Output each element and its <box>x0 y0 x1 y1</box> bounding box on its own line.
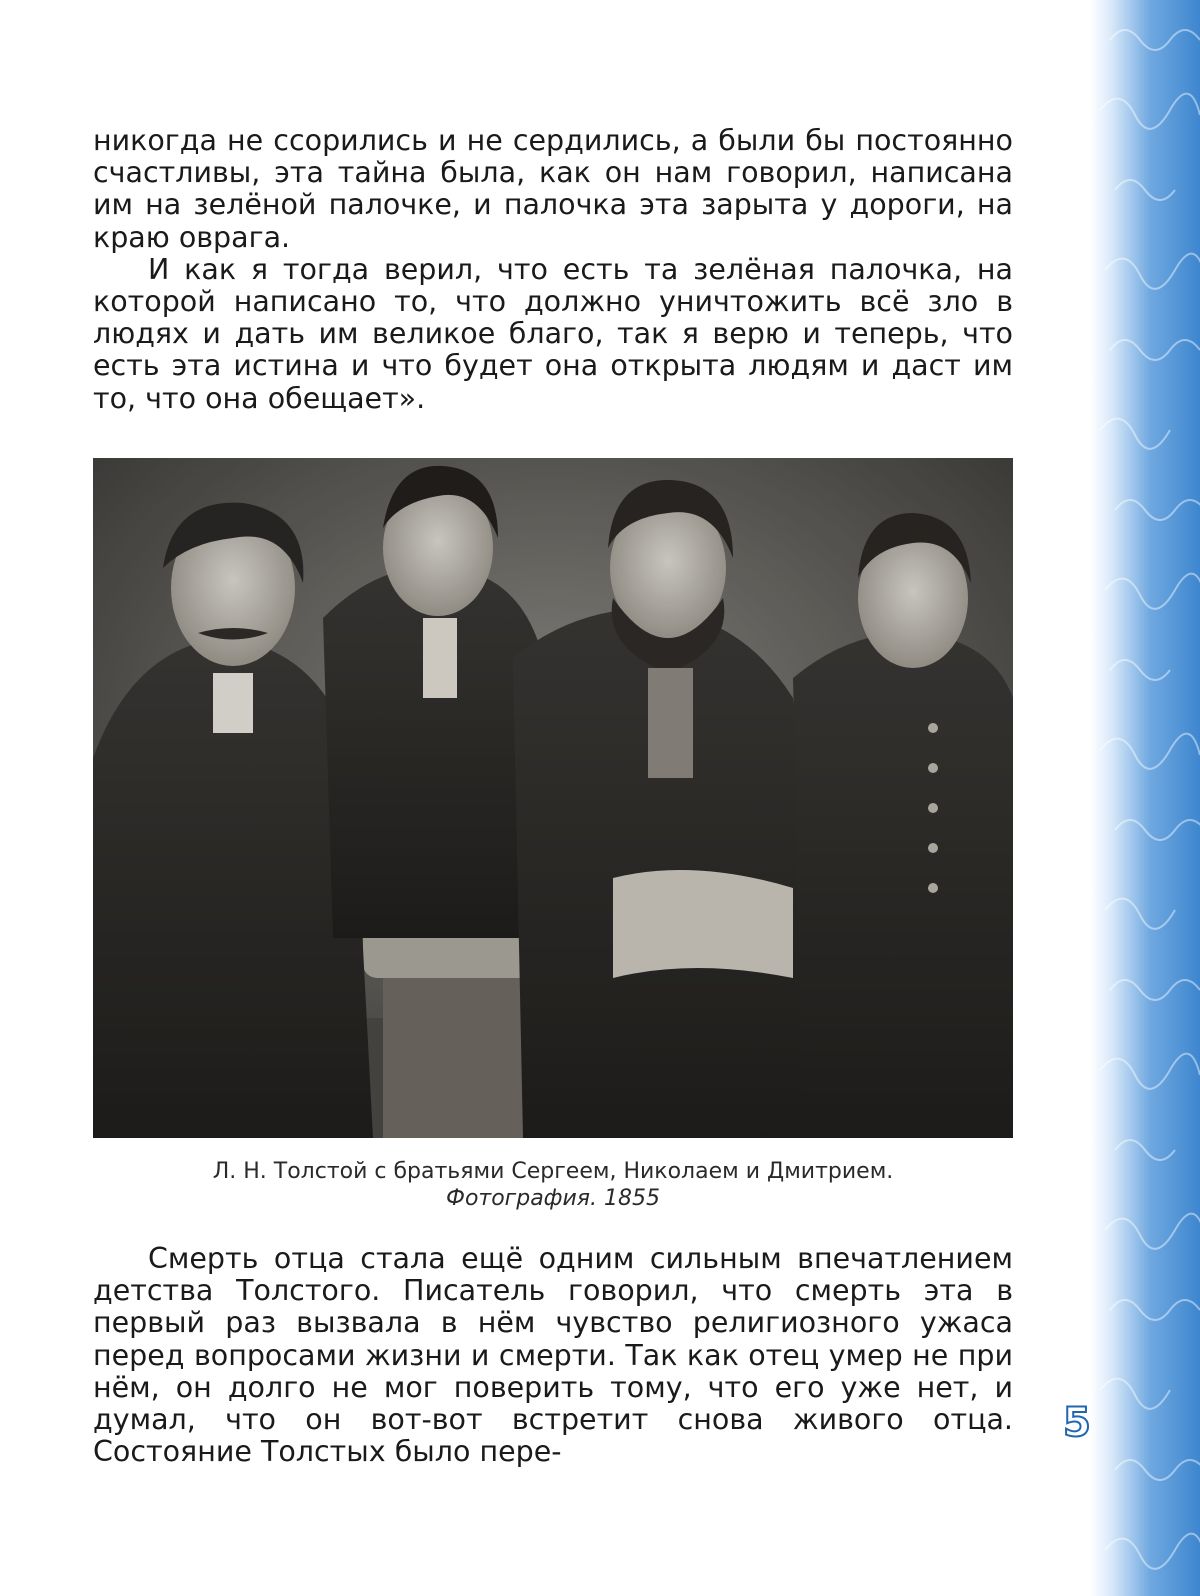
page-content <box>93 0 1013 1596</box>
caption-sub: Фотография. 1855 <box>446 1186 660 1211</box>
handwriting-pattern-icon <box>1090 0 1200 1596</box>
historical-photo <box>93 458 1013 1138</box>
paragraph-2: И как я тогда верил, что есть та зелёная палочка, на которой написано то, что должно уничтожить всё зло в людях и дать им великое благо, так я верю и теперь, что есть эта истина и что будет она открыта людям и даст им то, что она обещает». <box>93 252 1013 415</box>
photo-caption <box>93 1158 1013 1212</box>
paragraph-3: Смерть отца стала ещё одним сильным впечатлением детства Толстого. Писатель говорил, что смерть эта в первый раз вызвала в нём чувство религиозного ужаса перед вопросами жизни и смерти. Так как отец умер не при нём, он долго не мог поверить тому, что его уже нет, и думал, что он вот-вот встретит снова живого отца. Состояние Толстых было пере- <box>93 1242 1013 1469</box>
paragraph-1: никогда не ссорились и не сердились, а были бы постоянно счастливы, эта тайна была, как он нам говорил, написана им на зелёной палочке, и палочка эта зарыта у дороги, на краю оврага. <box>93 124 1013 254</box>
photo-illustration <box>93 458 1013 1138</box>
page-number: 5 <box>1063 1400 1091 1446</box>
caption-main: Л. Н. Толстой с братьями Сергеем, Николаем и Дмитрием. <box>212 1159 894 1184</box>
text-block-top <box>93 125 1013 415</box>
text-block-bottom <box>93 1243 1013 1468</box>
decorative-handwriting-strip <box>1090 0 1200 1596</box>
